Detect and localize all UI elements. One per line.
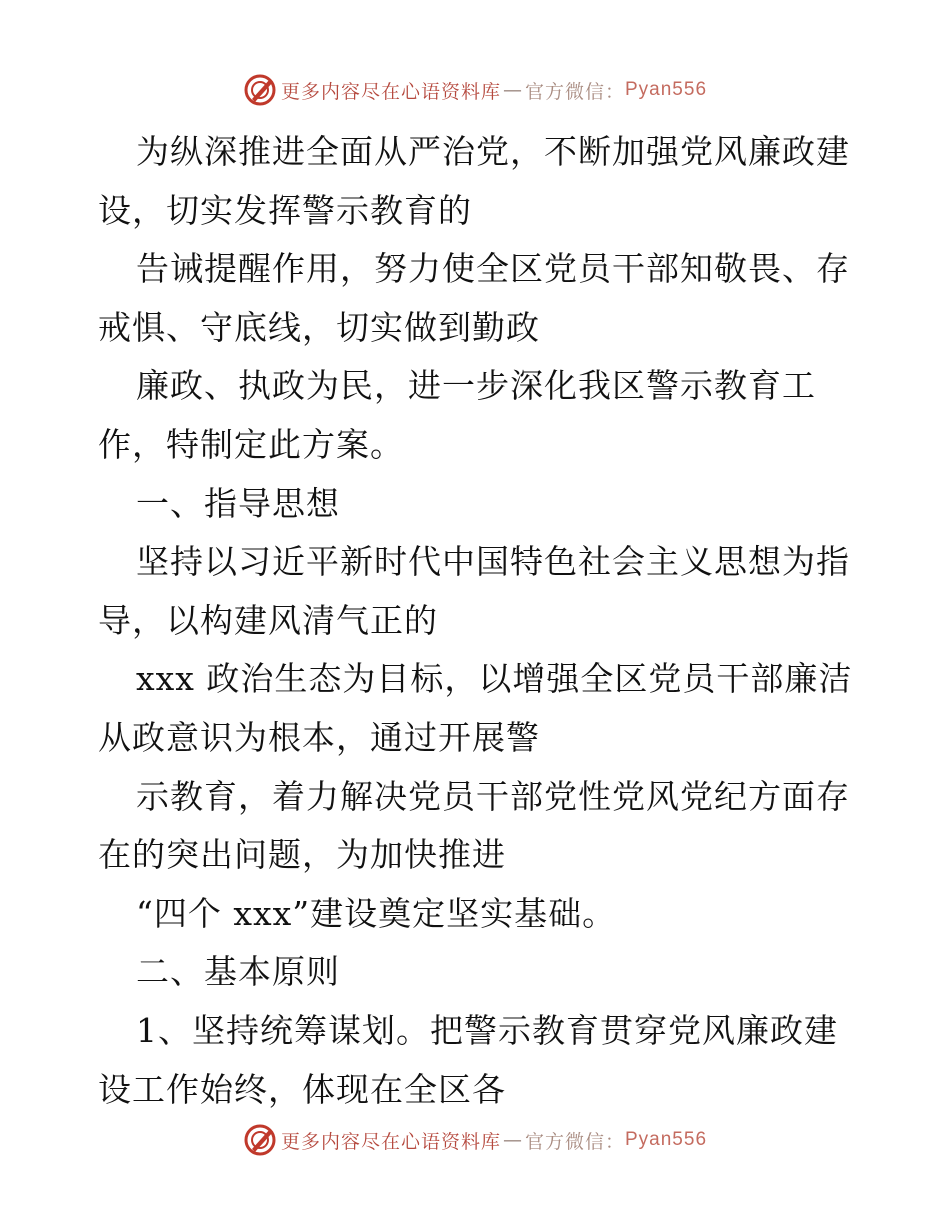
banner-wechat-id: Pyan556 [625,79,708,100]
banner-dash: — [502,79,523,101]
text-line: 坚持以习近平新时代中国特色社会主义思想为指 [136,542,850,582]
banner-wechat-id: Pyan556 [625,1129,708,1150]
text-line: 告诫提醒作用，努力使全区党员干部知敬畏、存 [136,249,850,289]
footer-watermark-banner [0,1120,950,1160]
text-line: 导，以构建风清气正的 [98,600,438,640]
banner-wechat-label: 官方微信： [524,80,625,103]
text-line: 戒惧、守底线，切实做到勤政 [98,307,540,347]
text-line: xxx 政治生态为目标，以增强全区党员干部廉洁 [136,659,853,699]
banner-wechat-label: 官方微信： [524,1130,625,1153]
text-line: 示教育，着力解决党员干部党性党风党纪方面存 [136,776,850,816]
section-heading: 二、基本原则 [136,952,340,992]
text-line: 1、坚持统筹谋划。把警示教育贯穿党风廉政建 [136,1010,838,1050]
text-line: 为纵深推进全面从严治党，不断加强党风廉政建 [136,132,850,171]
header-watermark-banner [0,70,950,110]
text-line: 廉政、执政为民，进一步深化我区警示教育工 [136,366,816,406]
text-line: 设，切实发挥警示教育的 [98,190,472,230]
banner-dash: — [502,1129,523,1151]
pen-logo-icon [243,73,277,107]
text-line: 设工作始终，体现在全区各 [98,1069,506,1109]
document-body [98,123,858,1119]
banner-brand: 更多内容尽在心语资料库 [280,80,501,103]
section-heading: 一、指导思想 [136,483,340,523]
banner-brand: 更多内容尽在心语资料库 [280,1130,501,1153]
text-line: 作，特制定此方案。 [98,424,404,464]
text-line: 在的突出问题，为加快推进 [98,835,506,875]
text-line: “四个 xxx”建设奠定坚实基础。 [136,893,617,933]
pen-logo-icon [243,1123,277,1157]
text-line: 从政意识为根本，通过开展警 [98,717,540,757]
